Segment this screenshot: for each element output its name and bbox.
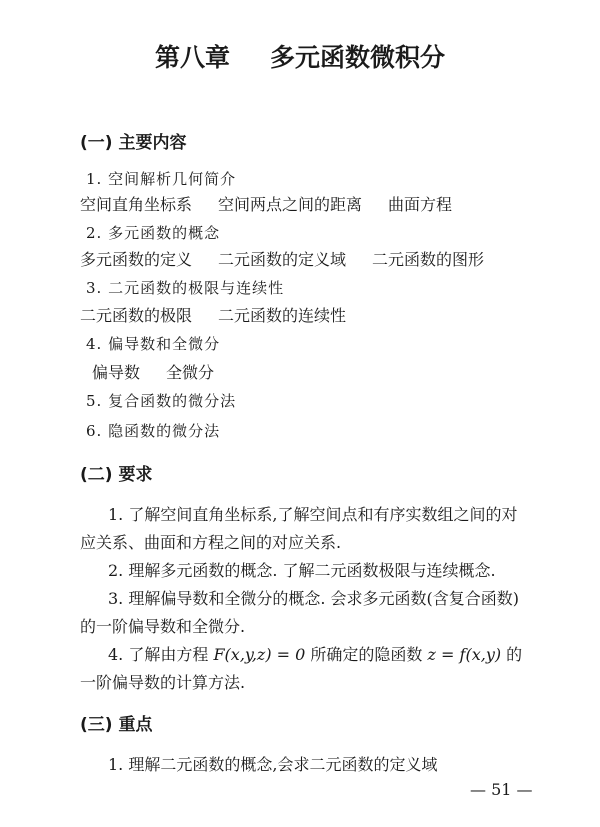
item-5-heading: 5. 复合函数的微分法: [86, 392, 237, 410]
section-heading-main-content: (一) 主要内容: [80, 133, 187, 153]
item-6-heading: 6. 隐函数的微分法: [86, 422, 221, 440]
subtopic: 偏导数: [92, 363, 141, 382]
item-3-subtopics: [80, 303, 346, 326]
subtopic: 二元函数的定义域: [218, 250, 347, 269]
requirement-1-line-1: 1. 了解空间直角坐标系,了解空间点和有序实数组之间的对: [108, 505, 518, 524]
item-2-subtopics: [80, 247, 484, 270]
requirement-4-line-1: [108, 642, 522, 665]
item-1-subtopics: [80, 192, 452, 215]
subtopic: 空间直角坐标系: [80, 195, 193, 214]
item-1-heading: 1. 空间解析几何简介: [86, 170, 237, 188]
requirement-3-line-2: 的一阶偏导数和全微分.: [80, 617, 246, 636]
subtopic: 曲面方程: [388, 195, 453, 214]
subtopic: 二元函数的连续性: [218, 306, 347, 325]
page-number: — 51 —: [470, 780, 533, 799]
item-2-heading: 2. 多元函数的概念: [86, 224, 221, 242]
text: 所确定的隐函数: [305, 645, 428, 664]
chapter-title: [0, 38, 600, 74]
requirement-3-line-1: 3. 理解偏导数和全微分的概念. 会求多元函数(含复合函数): [108, 589, 520, 608]
item-3-heading: 3. 二元函数的极限与连续性: [86, 279, 285, 297]
requirement-2: 2. 理解多元函数的概念. 了解二元函数极限与连续概念.: [108, 561, 496, 580]
subtopic: 多元函数的定义: [80, 250, 193, 269]
subtopic: 二元函数的极限: [80, 306, 193, 325]
text: 4. 了解由方程: [108, 645, 214, 664]
text: 的: [501, 645, 523, 664]
requirement-1-line-2: 应关系、曲面和方程之间的对应关系.: [80, 533, 342, 552]
subtopic: 空间两点之间的距离: [218, 195, 363, 214]
equation: F(x,y,z) = 0: [213, 645, 306, 664]
section-heading-requirements: (二) 要求: [80, 465, 153, 485]
item-4-heading: 4. 偏导数和全微分: [86, 335, 221, 353]
requirement-4-line-2: 一阶偏导数的计算方法.: [80, 673, 246, 692]
implicit-function: z = f(x,y): [427, 645, 502, 664]
subtopic: 二元函数的图形: [372, 250, 485, 269]
item-4-subtopics: [92, 360, 214, 383]
section-heading-key-points: (三) 重点: [80, 715, 153, 735]
chapter-name: 多元函数微积分: [270, 43, 446, 72]
subtopic: 全微分: [166, 363, 215, 382]
key-point-1: 1. 理解二元函数的概念,会求二元函数的定义域: [108, 755, 438, 774]
chapter-number: 第八章: [154, 43, 230, 72]
